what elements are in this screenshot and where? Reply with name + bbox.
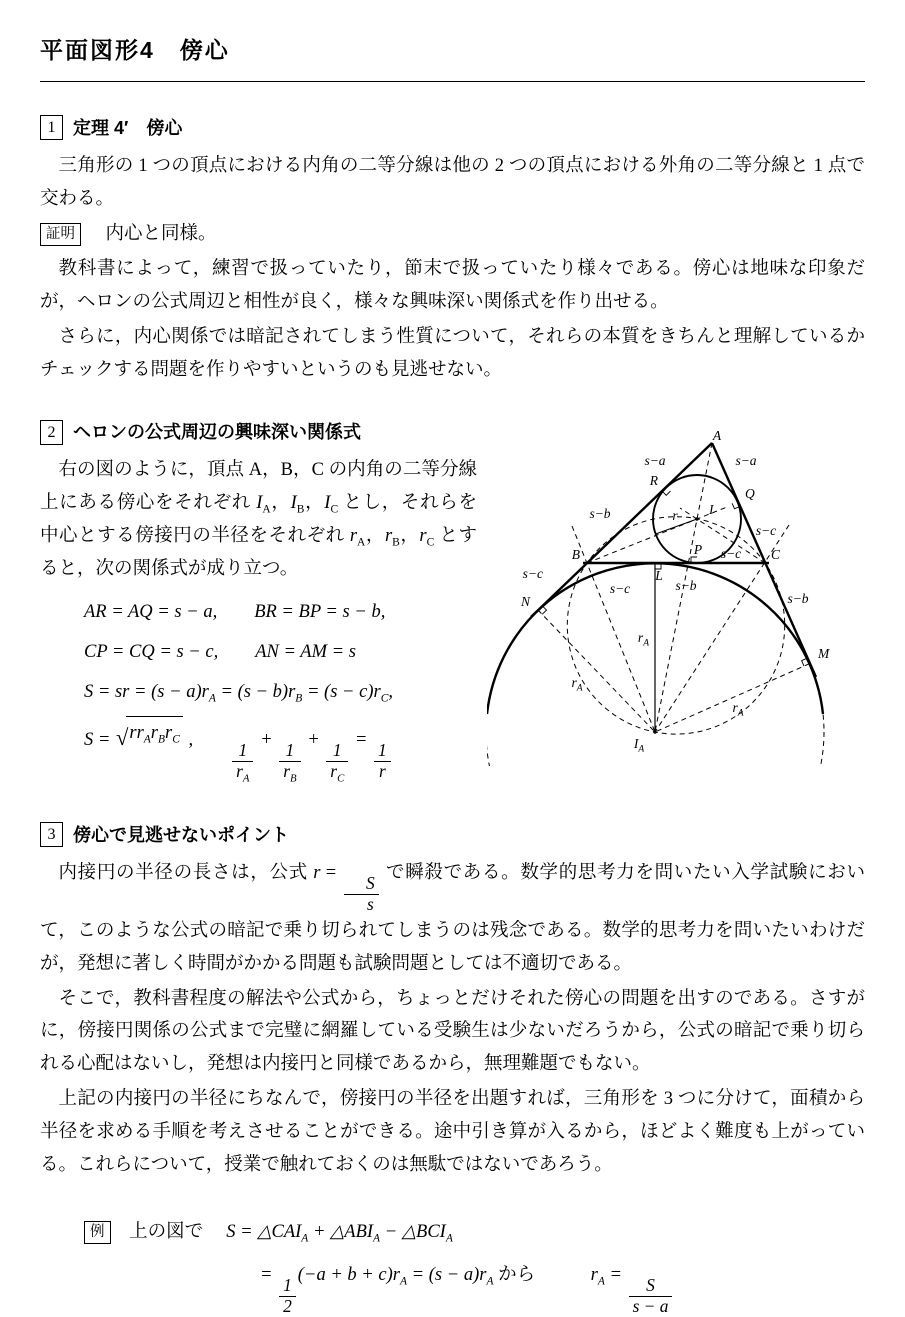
section-heron-relations — [40, 416, 865, 788]
example-block — [84, 1216, 865, 1317]
fig-label-r: r — [672, 508, 678, 524]
incenter-dot — [695, 518, 698, 521]
formula-line-1: AR = AQ = s − a, BR = BP = s − b, — [84, 602, 386, 623]
geometry-figure — [487, 428, 865, 766]
section-theorem — [40, 112, 865, 386]
excenter-diagram — [487, 428, 865, 766]
example-line-1 — [84, 1216, 865, 1249]
example-label: 例 — [84, 1221, 111, 1244]
fig-label-sb-AB: s−b — [589, 506, 611, 522]
fig-label-sb-CM: s−b — [787, 591, 809, 607]
section-3-heading: 傍心で見逃せないポイント — [73, 824, 289, 845]
fig-label-sc-AC: s−c — [755, 523, 777, 539]
fig-label-sc-BL: s−c — [609, 581, 631, 597]
excenter-dot — [653, 731, 656, 734]
fig-label-IA: $I_A$ — [633, 736, 645, 755]
fig-label-M: M — [818, 646, 830, 662]
theorem-text: 三角形の 1 つの頂点における内角の二等分線は他の 2 つの頂点における外角の二等分線と 1 点で交わる。 — [40, 155, 865, 209]
example-formula-1: $S = \triangle CAI_A$ + $\triangle ABI_A$ − $\triangle BCI_A$ — [226, 1222, 453, 1245]
formula-line-2: CP = CQ = s − c, AN = AM = s — [84, 642, 356, 663]
proof-line — [40, 218, 865, 251]
fig-label-L: L — [655, 568, 663, 584]
section-2-heading: ヘロンの公式周辺の興味深い関係式 — [73, 422, 361, 443]
radius-IA-N — [538, 610, 655, 732]
fig-label-P: P — [693, 542, 703, 558]
fig-label-sc-PC: s−c — [720, 546, 742, 562]
example-intro: 上の図で — [129, 1222, 204, 1243]
section-number-3: 3 — [40, 822, 63, 847]
title-rule — [40, 81, 865, 82]
formula-line-4: S = √ $rr_Ar_Br_C$ , $\frac{1}{r_A}$ + $\frac{1}{r_B}$ + $\frac{1}{r_C}$ = $\frac{1}{r}$ — [84, 716, 865, 782]
fig-label-sa-right: s−a — [735, 453, 757, 469]
fig-label-B: B — [571, 547, 580, 563]
fig-label-Q: Q — [745, 486, 755, 502]
section-points — [40, 819, 865, 1182]
bisector-B-IA — [572, 526, 655, 732]
fig-label-rA-right: $r_A$ — [732, 700, 744, 719]
section-3-para-3: 上記の内接円の半径にちなんで，傍接円の半径を出題すれば，三角形を 3 つに分けて，面積から半径を求める手順を考えさせることができる。途中引き算が入るから，ほどよく難度も上がっている。これらについて，授業で触れておくのは無駄ではないであろう。 — [40, 1089, 865, 1176]
page-title: 平面図形4 傍心 — [40, 37, 230, 63]
section-number-1: 1 — [40, 115, 63, 140]
fig-label-N: N — [520, 594, 530, 610]
fig-label-rA-vertical: $r_A$ — [637, 630, 649, 649]
fig-label-rA-left: $r_A$ — [571, 675, 583, 694]
section-3-para-1: 内接円の半径の長さは，公式 r = $\frac{S}{s}$ で瞬殺である。数学的思考力を問いたい入学試験において，このような公式の暗記で乗り切られてしまうのは残念である。数学的思考力を問いたいわけだが，発想に著しく時間がかかる問題も試験問題としては不適切である。 — [40, 862, 865, 974]
example-formula-2: = $\frac{1}{2}$ $(-a + b + c)r_A = (s - a)r_A$ から $r_A$ = $\frac{S}{s - a}$ — [260, 1259, 865, 1317]
section-2-intro: 右の図のように，頂点 A，B，C の内角の二等分線上にある傍心をそれぞれ $I_A$，$I_B$，$I_C$ とし，それらを中心とする傍接円の半径をそれぞれ $r_A$，$r_B$，$r_C$ とすると，次の関係式が成り立つ。 — [40, 460, 477, 580]
fig-label-sb-LC: s−b — [675, 578, 697, 594]
section-1-para-1: 教科書によって，練習で扱っていたり，節末で扱っていたり様々である。傍心は地味な印象だが，ヘロンの公式周辺と相性が良く，様々な興味深い関係式を作り出せる。 — [40, 258, 865, 312]
fig-label-R: R — [649, 473, 658, 489]
section-number-2: 2 — [40, 420, 63, 445]
fig-label-C: C — [771, 547, 781, 563]
radius-IA-M — [655, 664, 810, 732]
fig-label-I: I — [709, 502, 714, 518]
section-1-para-2: さらに，内心関係では暗記されてしまう性質について，それらの本質をきちんと理解しているかチェックする問題を作りやすいというのも見逃せない。 — [40, 326, 865, 380]
section-1-heading: 定理 4′ 傍心 — [73, 117, 183, 138]
proof-text: 内心と同様。 — [105, 223, 217, 244]
proof-label: 証明 — [40, 223, 81, 246]
fig-label-A: A — [712, 428, 722, 444]
fig-label-sa-left: s−a — [644, 453, 666, 469]
section-3-para-2: そこで，教科書程度の解法や公式から，ちょっとだけそれた傍心の問題を出すのである。さすがに，傍接円関係の公式まで完璧に網羅している受験生は少ないだろうから，公式の暗記で乗り切られる心配はないし，発想は内接円と同様であるから，無理難題でもない。 — [40, 988, 865, 1075]
formula-line-3: S = sr = $(s - a)r_A = (s - b)r_B = (s - c)r_C$, — [84, 681, 393, 705]
fig-label-sc-BN: s−c — [522, 566, 543, 582]
